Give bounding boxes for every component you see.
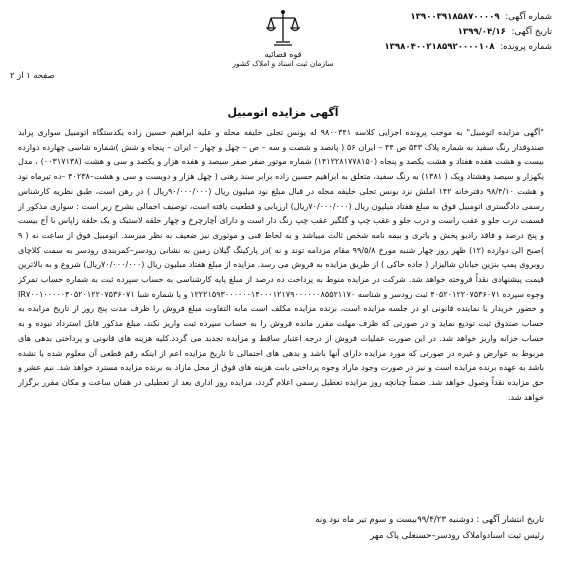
ad-number-row (342, 10, 552, 25)
org-name-registration: سازمان ثبت اسناد و املاک کشور (232, 59, 334, 68)
notice-metadata (342, 10, 552, 55)
judiciary-emblem (232, 8, 334, 68)
file-number-row (342, 40, 552, 55)
file-number-value: ۱۳۹۸۰۴۰۰۲۱۸۵۹۲۰۰۰۰۱۰۸ (384, 42, 495, 52)
notice-footer (24, 512, 544, 544)
notice-body: "آگهی مزایده اتومبیل" به موجب پرونده اجرایی کلاسه ۹۸۰۰۳۴۱ له یونس تجلی خلیفه محله و علیه ابراهیم حسین زاده یکدستگاه اتومبیل سواری پراید صندوقدار رنگ سفید به شماره پلاک ۵۴۳ ص ۴۴ – ایران ۵۶ ( پانصد و شصت و سه – ص – چهل و چهار – ایران – پنجاه و شش )شماره شاسی چهارده دوازده بیست و هشت هفده هفتاد و هشت یکصد و پنجاه (۱۴۱۲۲۸۱۷۷۸۱۵۰) شماره موتور صفر صفر سیصد و هفده هزار و یکصد و سی و هشت (۰۰۳۱۷۱۳۸) ، مدل یکهزار و سیصد وهشتاد ویک ( ۱۳۸۱) به رنگ سفید، متعلق به ابراهیم حسین زاده برابر سند رهنی ( چهل هزار و دویست و سی و هشت–۴۰۲۳۸ –ده تیرماه نود و هشت ۹۸/۴/۱۰ دفترخانه ۱۴۲ املش نزد یونس تجلی خلیفه محله در قبال مبلغ نود میلیون ریال (۹۰/۰۰۰/۰۰۰ریال ) در رهن است، طبق نظریه کارشناس رسمی دادگستری اتومبیل فوق به مبلغ هفتاد میلیون ریال (۷۰/۰۰۰/۰۰۰ریال) ارزیابی و قطعیت یافته است، توصیف اجمالی بشرح زیر است : سواری مذکور از قسمت درب جلو و عقب راست و درب جلو و عقب چپ و گلگیر عقب چپ رنگ دار است و دارای آچارچرخ و چهار حلقه لاستیک و یک حلقه زاپاس با آج بیست و پنج درصد و فاقد رادیو پخش و باتری و بیمه نامه شخص ثالث میباشد و به لحاظ فنی و موتوری نیز ضعیف به نظر میرسد. اتومبیل فوق از ساعت نه ( ۹ )صبح الی دوازده (۱۲) ظهر روز چهار شنبه مورخ ۹۹/۵/۸ مقام مزدامه توند و نه )در پارکینگ گیلان زمین به نشانی رودسر–کمربندی رودسر به سمت کلاچای روبروی پمپ بنزین خیابان شالیزار ( جاده خاکی ) از طریق مزایده به فروش می رسد. مزایده از مبلغ هفتاد میلیون ریال (۷۰/۰۰۰/۰۰۰ریال) شروع و به بالاترین قیمت پیشنهادی نقداً فروخته خواهد شد. شرکت در مزایده منوط به پرداخت ده درصد از مبلغ پایه کارشناسی به حساب سپرده ثبت به شماره حساب تمرکز وجوه سپرده ۴۰۵۲۰۱۲۲۰۷۵۳۶۰۷۱ ثبت رودسر و شناسه ۱۲۲۲۱۵۹۳۰۰۰۰۰۰۱۴۰۰۰۱۲۱۷۹۰۰۰۰۰۰۸۵۵۲۱۱۷۰ و یا شماره شبا IR۷۰۰۱۰۰۰۰۰۴۰۵۲۰۱۲۲۰۷۵۳۶۰۷۱ و حضور خریدار یا نماینده قانونی او در جلسه مزایده است، برنده مزایده مکلف است مابه التفاوت مبلغ فروش را ظرف مدت پنج روز از تاریخ مزایده به حساب صندوق ثبت تودیع نماید و در صورتی که ظرف مهلت مقرر مانده فروش را به حساب سپرده ثبت واریز نکند، مبلغ مذکور قابل استرداد نبوده و به حساب خزانه واریز خواهد شد. در این صورت عملیات فروش از درجه اعتبار ساقط و مزایده تجدید می گردد.کلیه هزینه های قانونی و پرداختی بدهی های مربوط به عوارض و غیره در صورتی که مورد مزایده دارای آنها باشد و بدهی های احتمالی تا تاریخ مزایده اعم از اینکه رقم قطعی آن معلوم شده یا نشده باشد به عهده برنده مزایده است و نیز در صورت وجود مازاد وجوه پرداختی بابت هزینه های فوق از محل مازاد به برنده مزایده مسترد خواهد شد. نیم عشر و حق مزایده نقداً وصول خواهد شد. ضمناً چنانچه روز مزایده تعطیل رسمی اعلام گردد، مزایده روز اداری بعد از تعطیلی در همان ساعت و مکان مقرر برگزار خواهد شد. (18, 127, 544, 402)
notice-title: آگهی مزایده اتومبیل (227, 106, 339, 119)
ad-date-value: ۱۳۹۹/۰۴/۱۶ (457, 27, 506, 37)
signature-line: رئیس ثبت اسنادواملاک رودسر–حسنعلی پاک مهر (370, 531, 544, 541)
ad-date-label: تاریخ آگهی: (511, 27, 552, 37)
ad-number-value: ۱۳۹۰۰۳۹۱۸۵۸۷۰۰۰۰۹ (410, 12, 500, 22)
page-number: صفحه ۱ از ۲ (10, 70, 55, 80)
ad-date-row (342, 25, 552, 40)
scales-of-justice-icon (266, 8, 300, 48)
ad-number-label: شماره آگهی: (505, 12, 552, 22)
publish-date-line: تاریخ انتشار آگهی : دوشنبه ۹۹/۴/۲۳بیست و سوم تیر ماه نود ونه (315, 515, 544, 525)
org-name-judiciary: قوه قضائیه (264, 50, 302, 59)
file-number-label: شماره پرونده: (500, 42, 552, 52)
